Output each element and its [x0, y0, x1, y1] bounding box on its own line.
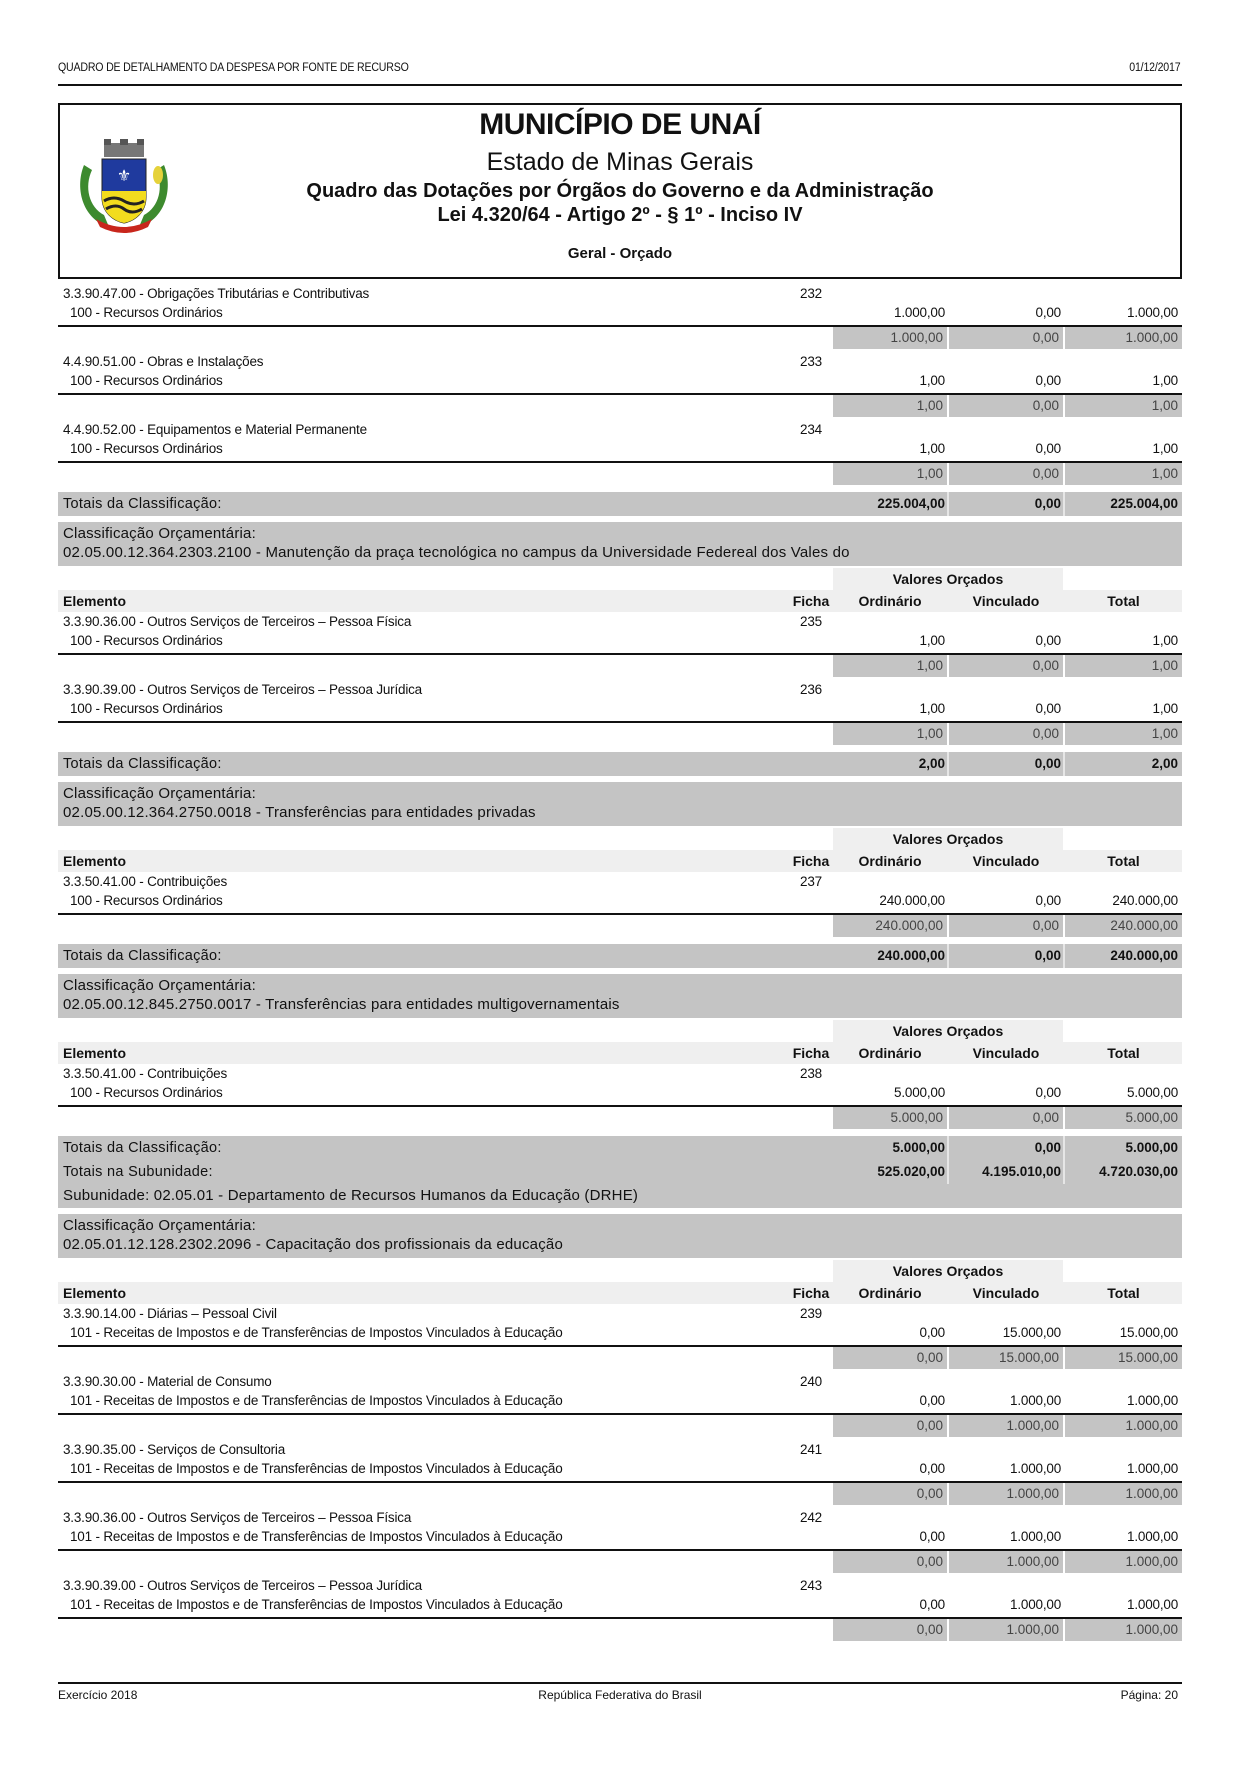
- ficha-number: 234: [800, 422, 822, 437]
- classification-label: Classificação Orçamentária:: [63, 977, 256, 994]
- total-value: 1,00: [1152, 441, 1178, 456]
- totals-label: Totais da Classificação:: [63, 756, 222, 772]
- totals-ordinario: 240.000,00: [877, 948, 945, 963]
- totals-total: 225.004,00: [1110, 496, 1178, 511]
- vinculado-value: 1.000,00: [1010, 1393, 1061, 1408]
- expense-item: [58, 286, 1182, 354]
- subtotal-vinculado: 0,00: [949, 395, 1063, 417]
- footer-divider: [58, 1682, 1182, 1684]
- fonte-label: 100 - Recursos Ordinários: [70, 441, 223, 456]
- subtotal-total: 1.000,00: [1065, 1619, 1182, 1641]
- ordinario-value: 0,00: [919, 1597, 945, 1612]
- expense-item: [58, 1374, 1182, 1442]
- classification-totals: [58, 944, 1182, 968]
- elemento-label: 3.3.90.47.00 - Obrigações Tributárias e Contributivas: [63, 286, 370, 301]
- vinculado-value: 15.000,00: [1002, 1325, 1061, 1340]
- classification-label: Classificação Orçamentária:: [63, 1217, 256, 1234]
- expense-item: [58, 1578, 1182, 1646]
- total-value: 1,00: [1152, 633, 1178, 648]
- totals-ordinario: 2,00: [918, 756, 945, 771]
- classification-label: Classificação Orçamentária:: [63, 785, 256, 802]
- expense-item: [58, 1510, 1182, 1578]
- subunidade-totals: [58, 1160, 1182, 1184]
- classification-header: [58, 522, 1182, 566]
- ordinario-value: 0,00: [919, 1393, 945, 1408]
- subtotal-ordinario: 1,00: [833, 463, 947, 485]
- ordinario-value: 0,00: [919, 1461, 945, 1476]
- col-elemento: Elemento: [63, 1285, 127, 1301]
- col-ficha: Ficha: [792, 1285, 830, 1301]
- col-ordinario: Ordinário: [858, 1045, 922, 1061]
- classification-code: 02.05.00.12.845.2750.0017 - Transferências para entidades multigovernamentais: [63, 996, 620, 1013]
- col-ordinario: Ordinário: [858, 593, 922, 609]
- classification-header: [58, 1214, 1182, 1258]
- elemento-label: 3.3.90.14.00 - Diárias – Pessoal Civil: [63, 1306, 277, 1321]
- col-elemento: Elemento: [63, 1045, 127, 1061]
- subunidade-title: Subunidade: 02.05.01 - Departamento de Recursos Humanos da Educação (DRHE): [63, 1187, 639, 1204]
- ficha-number: 242: [800, 1510, 822, 1525]
- total-value: 1.000,00: [1127, 1461, 1178, 1476]
- item-subtotal: [833, 1107, 1182, 1129]
- subtotal-ordinario: 0,00: [833, 1415, 947, 1437]
- totals-ordinario: 225.004,00: [877, 496, 945, 511]
- ordinario-value: 1,00: [919, 373, 945, 388]
- classification-header: [58, 782, 1182, 826]
- classification-section: [58, 1214, 1182, 1646]
- ficha-number: 232: [800, 286, 822, 301]
- subtotal-vinculado: 0,00: [949, 655, 1063, 677]
- ordinario-value: 240.000,00: [879, 893, 945, 908]
- total-value: 1.000,00: [1127, 1597, 1178, 1612]
- col-vinculado: Vinculado: [972, 1285, 1040, 1301]
- col-ordinario: Ordinário: [858, 1285, 922, 1301]
- column-header: [58, 826, 1182, 874]
- subtotal-vinculado: 0,00: [949, 463, 1063, 485]
- totals-vinculado: 0,00: [1034, 948, 1061, 963]
- report-top-bar: [58, 62, 1181, 74]
- classification-code: 02.05.00.12.364.2303.2100 - Manutenção da praça tecnológica no campus da Universidade Federeal dos Vales do: [63, 544, 850, 561]
- ordinario-value: 1,00: [919, 441, 945, 456]
- subtotal-vinculado: 0,00: [949, 327, 1063, 349]
- subtotal-ordinario: 0,00: [833, 1551, 947, 1573]
- item-subtotal: [833, 395, 1182, 417]
- subtotal-ordinario: 5.000,00: [833, 1107, 947, 1129]
- column-header: [58, 566, 1182, 614]
- subunidade-total: 4.720.030,00: [1099, 1164, 1178, 1179]
- total-value: 1,00: [1152, 373, 1178, 388]
- total-value: 1.000,00: [1127, 1393, 1178, 1408]
- classification-totals: [58, 752, 1182, 776]
- ficha-number: 235: [800, 614, 822, 629]
- col-total: Total: [1107, 1285, 1140, 1301]
- totals-vinculado: 0,00: [1034, 496, 1061, 511]
- fonte-label: 101 - Receitas de Impostos e de Transferências de Impostos Vinculados à Educação: [70, 1461, 563, 1476]
- subunidade-header: [58, 1184, 1182, 1208]
- item-subtotal: [833, 915, 1182, 937]
- column-header: [58, 1258, 1182, 1306]
- ordinario-value: 0,00: [919, 1529, 945, 1544]
- valores-orcados-header: Valores Orçados: [833, 1260, 1063, 1282]
- col-ficha: Ficha: [792, 593, 830, 609]
- totals-label: Totais da Classificação:: [63, 496, 222, 512]
- elemento-label: 3.3.90.39.00 - Outros Serviços de Terceiros – Pessoa Jurídica: [63, 1578, 422, 1593]
- total-value: 240.000,00: [1112, 893, 1178, 908]
- item-subtotal: [833, 723, 1182, 745]
- classification-totals: [58, 1136, 1182, 1160]
- subtotal-total: 5.000,00: [1065, 1107, 1182, 1129]
- col-total: Total: [1107, 853, 1140, 869]
- elemento-label: 3.3.50.41.00 - Contribuições: [63, 874, 228, 889]
- subtotal-total: 1,00: [1065, 723, 1182, 745]
- ordinario-value: 0,00: [919, 1325, 945, 1340]
- vinculado-value: 0,00: [1035, 1085, 1061, 1100]
- ordinario-value: 1,00: [919, 633, 945, 648]
- subtotal-ordinario: 240.000,00: [833, 915, 947, 937]
- report-body: [58, 286, 1182, 1646]
- valores-orcados-header: Valores Orçados: [833, 1020, 1063, 1042]
- report-title: Quadro das Dotações por Órgãos do Governo e da Administração: [306, 180, 934, 202]
- top-divider: [58, 84, 1182, 86]
- elemento-label: 3.3.90.36.00 - Outros Serviços de Terceiros – Pessoa Física: [63, 614, 412, 629]
- ficha-number: 236: [800, 682, 822, 697]
- subtotal-vinculado: 0,00: [949, 1107, 1063, 1129]
- totals-vinculado: 0,00: [1034, 1140, 1061, 1155]
- elemento-label: 3.3.90.35.00 - Serviços de Consultoria: [63, 1442, 286, 1457]
- expense-item: [58, 1306, 1182, 1374]
- municipality-name: MUNICÍPIO DE UNAÍ: [479, 108, 761, 141]
- subtotal-vinculado: 1.000,00: [949, 1619, 1063, 1641]
- column-header: [58, 1018, 1182, 1066]
- subtotal-vinculado: 15.000,00: [949, 1347, 1063, 1369]
- subtotal-total: 1.000,00: [1065, 1415, 1182, 1437]
- fonte-label: 101 - Receitas de Impostos e de Transferências de Impostos Vinculados à Educação: [70, 1529, 563, 1544]
- subtotal-ordinario: 1,00: [833, 395, 947, 417]
- subtotal-total: 1,00: [1065, 463, 1182, 485]
- report-type-title: QUADRO DE DETALHAMENTO DA DESPESA POR FONTE DE RECURSO: [58, 62, 409, 74]
- subtotal-total: 1.000,00: [1065, 327, 1182, 349]
- ficha-number: 238: [800, 1066, 822, 1081]
- ficha-number: 233: [800, 354, 822, 369]
- item-subtotal: [833, 655, 1182, 677]
- classification-section: [58, 782, 1182, 968]
- item-subtotal: [833, 1551, 1182, 1573]
- col-vinculado: Vinculado: [972, 1045, 1040, 1061]
- subtotal-vinculado: 0,00: [949, 723, 1063, 745]
- subtotal-ordinario: 1,00: [833, 723, 947, 745]
- section-continued: [58, 286, 1182, 516]
- exercicio-label: Exercício 2018: [58, 1688, 138, 1702]
- fonte-label: 101 - Receitas de Impostos e de Transferências de Impostos Vinculados à Educação: [70, 1393, 563, 1408]
- item-subtotal: [833, 327, 1182, 349]
- ficha-number: 243: [800, 1578, 822, 1593]
- fonte-label: 100 - Recursos Ordinários: [70, 305, 223, 320]
- expense-item: [58, 874, 1182, 942]
- valores-orcados-header: Valores Orçados: [833, 828, 1063, 850]
- elemento-label: 3.3.90.30.00 - Material de Consumo: [63, 1374, 272, 1389]
- expense-item: [58, 614, 1182, 682]
- elemento-label: 4.4.90.52.00 - Equipamentos e Material Permanente: [63, 422, 367, 437]
- item-subtotal: [833, 1619, 1182, 1641]
- subtotal-total: 1,00: [1065, 395, 1182, 417]
- expense-item: [58, 1442, 1182, 1510]
- total-value: 15.000,00: [1119, 1325, 1178, 1340]
- totals-ordinario: 5.000,00: [892, 1140, 945, 1155]
- expense-item: [58, 1066, 1182, 1134]
- classification-section: [58, 522, 1182, 776]
- fonte-label: 100 - Recursos Ordinários: [70, 701, 223, 716]
- col-total: Total: [1107, 1045, 1140, 1061]
- elemento-label: 3.3.50.41.00 - Contribuições: [63, 1066, 228, 1081]
- col-ficha: Ficha: [792, 853, 830, 869]
- elemento-label: 3.3.90.39.00 - Outros Serviços de Terceiros – Pessoa Jurídica: [63, 682, 422, 697]
- fonte-label: 100 - Recursos Ordinários: [70, 893, 223, 908]
- item-subtotal: [833, 1415, 1182, 1437]
- col-elemento: Elemento: [63, 853, 127, 869]
- vinculado-value: 0,00: [1035, 633, 1061, 648]
- report-scope: Geral - Orçado: [567, 245, 673, 262]
- subtotal-total: 1.000,00: [1065, 1483, 1182, 1505]
- ordinario-value: 1,00: [919, 701, 945, 716]
- fonte-label: 100 - Recursos Ordinários: [70, 373, 223, 388]
- ficha-number: 241: [800, 1442, 822, 1457]
- subunidade-ordinario: 525.020,00: [877, 1164, 945, 1179]
- elemento-label: 3.3.90.36.00 - Outros Serviços de Terceiros – Pessoa Física: [63, 1510, 412, 1525]
- ordinario-value: 5.000,00: [894, 1085, 945, 1100]
- subunidade-vinculado: 4.195.010,00: [982, 1164, 1061, 1179]
- fonte-label: 100 - Recursos Ordinários: [70, 633, 223, 648]
- item-subtotal: [833, 1347, 1182, 1369]
- subunidade-totals-label: Totais na Subunidade:: [63, 1164, 213, 1180]
- vinculado-value: 0,00: [1035, 441, 1061, 456]
- vinculado-value: 1.000,00: [1010, 1597, 1061, 1612]
- report-date: 01/12/2017: [1129, 62, 1181, 74]
- col-vinculado: Vinculado: [972, 593, 1040, 609]
- totals-total: 5.000,00: [1125, 1140, 1178, 1155]
- elemento-label: 4.4.90.51.00 - Obras e Instalações: [63, 354, 264, 369]
- ficha-number: 240: [800, 1374, 822, 1389]
- state-name: Estado de Minas Gerais: [486, 148, 754, 176]
- page-number: Página: 20: [1120, 1688, 1178, 1702]
- col-vinculado: Vinculado: [972, 853, 1040, 869]
- totals-label: Totais da Classificação:: [63, 1140, 222, 1156]
- subtotal-total: 15.000,00: [1065, 1347, 1182, 1369]
- col-total: Total: [1107, 593, 1140, 609]
- vinculado-value: 0,00: [1035, 893, 1061, 908]
- subtotal-ordinario: 0,00: [833, 1347, 947, 1369]
- ficha-number: 237: [800, 874, 822, 889]
- report-header: [58, 103, 1182, 279]
- totals-total: 240.000,00: [1110, 948, 1178, 963]
- subtotal-vinculado: 1.000,00: [949, 1551, 1063, 1573]
- subtotal-total: 1.000,00: [1065, 1551, 1182, 1573]
- col-ficha: Ficha: [792, 1045, 830, 1061]
- fonte-label: 100 - Recursos Ordinários: [70, 1085, 223, 1100]
- item-subtotal: [833, 463, 1182, 485]
- subtotal-ordinario: 1,00: [833, 655, 947, 677]
- svg-text:⚜: ⚜: [116, 166, 132, 185]
- expense-item: [58, 354, 1182, 422]
- classification-header: [58, 974, 1182, 1018]
- subtotal-vinculado: 1.000,00: [949, 1415, 1063, 1437]
- vinculado-value: 0,00: [1035, 373, 1061, 388]
- ficha-number: 239: [800, 1306, 822, 1321]
- col-elemento: Elemento: [63, 593, 127, 609]
- classification-code: 02.05.01.12.128.2302.2096 - Capacitação dos profissionais da educação: [63, 1236, 563, 1253]
- subtotal-vinculado: 1.000,00: [949, 1483, 1063, 1505]
- totals-label: Totais da Classificação:: [63, 948, 222, 964]
- fonte-label: 101 - Receitas de Impostos e de Transferências de Impostos Vinculados à Educação: [70, 1597, 563, 1612]
- classification-label: Classificação Orçamentária:: [63, 525, 256, 542]
- vinculado-value: 0,00: [1035, 701, 1061, 716]
- total-value: 1.000,00: [1127, 1529, 1178, 1544]
- item-subtotal: [833, 1483, 1182, 1505]
- totals-total: 2,00: [1151, 756, 1178, 771]
- law-reference: Lei 4.320/64 - Artigo 2º - § 1º - Inciso IV: [437, 204, 803, 226]
- totals-vinculado: 0,00: [1034, 756, 1061, 771]
- fonte-label: 101 - Receitas de Impostos e de Transferências de Impostos Vinculados à Educação: [70, 1325, 563, 1340]
- classification-code: 02.05.00.12.364.2750.0018 - Transferências para entidades privadas: [63, 804, 536, 821]
- classification-totals: [58, 492, 1182, 516]
- subtotal-total: 1,00: [1065, 655, 1182, 677]
- subtotal-ordinario: 0,00: [833, 1619, 947, 1641]
- vinculado-value: 0,00: [1035, 305, 1061, 320]
- valores-orcados-header: Valores Orçados: [833, 568, 1063, 590]
- classification-section: [58, 974, 1182, 1208]
- expense-item: [58, 422, 1182, 490]
- vinculado-value: 1.000,00: [1010, 1529, 1061, 1544]
- ordinario-value: 1.000,00: [894, 305, 945, 320]
- subtotal-total: 240.000,00: [1065, 915, 1182, 937]
- subtotal-ordinario: 0,00: [833, 1483, 947, 1505]
- subtotal-ordinario: 1.000,00: [833, 327, 947, 349]
- country-label: República Federativa do Brasil: [538, 1688, 702, 1702]
- subtotal-vinculado: 0,00: [949, 915, 1063, 937]
- vinculado-value: 1.000,00: [1010, 1461, 1061, 1476]
- expense-item: [58, 682, 1182, 750]
- total-value: 1.000,00: [1127, 305, 1178, 320]
- total-value: 1,00: [1152, 701, 1178, 716]
- total-value: 5.000,00: [1127, 1085, 1178, 1100]
- col-ordinario: Ordinário: [858, 853, 922, 869]
